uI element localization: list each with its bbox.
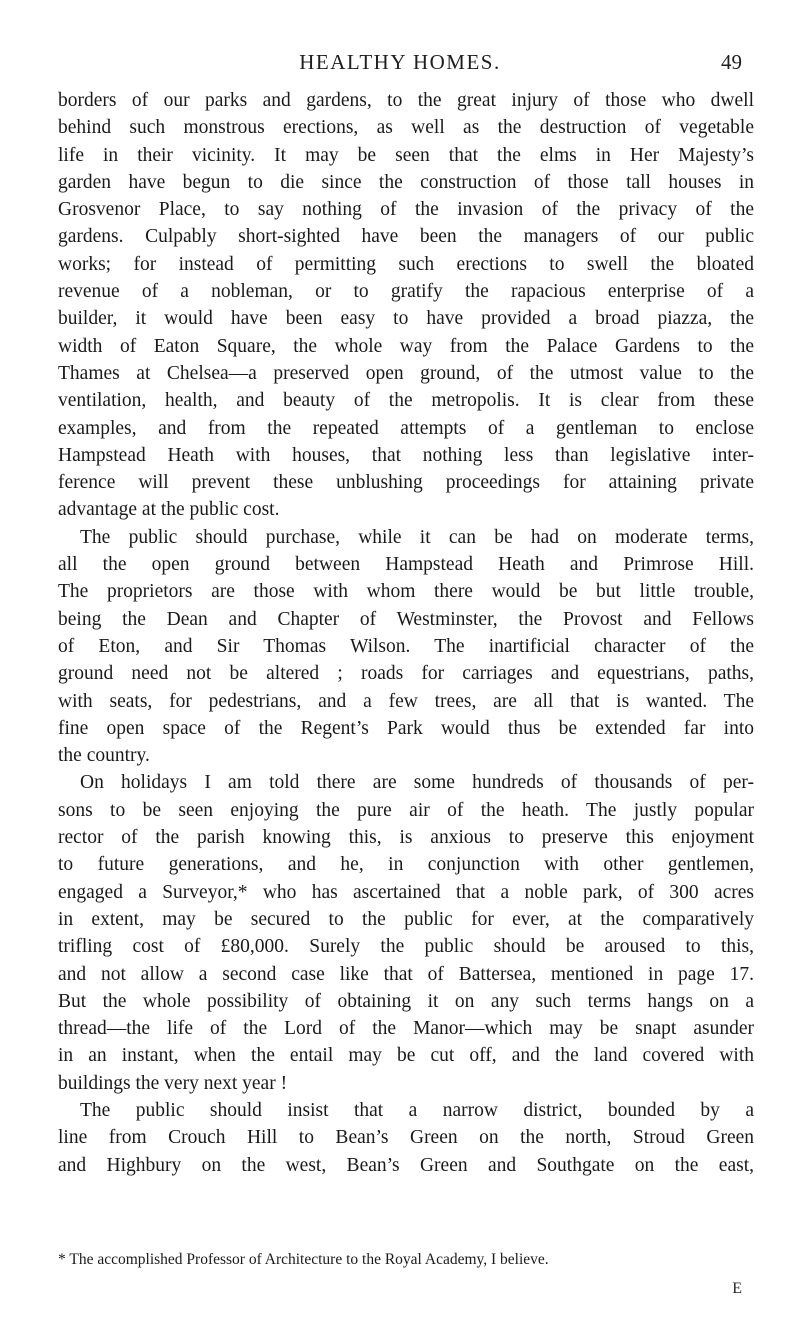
page-number: 49	[721, 50, 742, 74]
footnote: * The accomplished Professor of Architecture to the Royal Academy, I believe.	[58, 1251, 549, 1268]
paragraph	[58, 769, 754, 1097]
text-line: rector of the parish knowing this, is anxious to preserve this enjoyment	[58, 827, 754, 849]
text-line: the country.	[58, 745, 150, 767]
text-line: The public should purchase, while it can be had on moderate terms,	[80, 526, 754, 548]
paragraph	[58, 87, 754, 524]
text-line: and Highbury on the west, Bean’s Green and Southgate on the east,	[58, 1154, 754, 1176]
text-line: trifling cost of £80,000. Surely the public should be aroused to this,	[58, 936, 754, 958]
text-line: advantage at the public cost.	[58, 499, 280, 521]
text-line: line from Crouch Hill to Bean’s Green on the north, Stroud Green	[58, 1127, 754, 1149]
text-line: all the open ground between Hampstead Heath and Primrose Hill.	[58, 554, 754, 576]
text-line: behind such monstrous erections, as well as the destruction of vegetable	[58, 117, 754, 139]
text-line: On holidays I am told there are some hundreds of thousands of per-	[80, 772, 754, 794]
text-line: gardens. Culpably short-sighted have been the managers of our public	[58, 226, 754, 248]
text-line: Grosvenor Place, to say nothing of the invasion of the privacy of the	[58, 199, 754, 221]
text-line: But the whole possibility of obtaining it on any such terms hangs on a	[58, 990, 754, 1012]
text-line: The proprietors are those with whom there would be but little trouble,	[58, 581, 754, 603]
text-line: thread—the life of the Lord of the Manor—which may be snapt asunder	[58, 1018, 754, 1040]
text-line: ground need not be altered ; roads for carriages and equestrians, paths,	[58, 663, 754, 685]
text-line: in extent, may be secured to the public for ever, at the comparatively	[58, 908, 754, 930]
text-line: works; for instead of permitting such erections to swell the bloated	[58, 253, 754, 275]
text-line: revenue of a nobleman, or to gratify the rapacious enterprise of a	[58, 281, 754, 303]
text-line: ventilation, health, and beauty of the metropolis. It is clear from these	[58, 390, 754, 412]
paragraph	[58, 1097, 754, 1179]
text-line: of Eton, and Sir Thomas Wilson. The inartificial character of the	[58, 635, 754, 657]
text-line: width of Eaton Square, the whole way from the Palace Gardens to the	[58, 335, 754, 357]
text-line: borders of our parks and gardens, to the great injury of those who dwell	[58, 90, 754, 111]
text-line: Hampstead Heath with houses, that nothing less than legislative inter-	[58, 444, 754, 466]
text-line: with seats, for pedestrians, and a few trees, are all that is wanted. The	[58, 690, 754, 712]
text-line: buildings the very next year !	[58, 1072, 288, 1094]
text-line: life in their vicinity. It may be seen that the elms in Her Majesty’s	[58, 144, 754, 166]
text-line: fine open space of the Regent’s Park would thus be extended far into	[58, 717, 754, 739]
text-line: The public should insist that a narrow district, bounded by a	[80, 1099, 754, 1121]
text-line: Thames at Chelsea—a preserved open ground, of the utmost value to the	[58, 362, 754, 384]
text-line: engaged a Surveyor,* who has ascertained that a noble park, of 300 acres	[58, 881, 754, 903]
signature-mark: E	[732, 1280, 742, 1297]
text-line: garden have begun to die since the construction of those tall houses in	[58, 171, 754, 193]
running-head	[0, 50, 800, 78]
text-line: sons to be seen enjoying the pure air of the heath. The justly popular	[58, 799, 754, 821]
text-line: in an instant, when the entail may be cut off, and the land covered with	[58, 1045, 754, 1067]
text-line: ference will prevent these unblushing proceedings for attaining private	[58, 472, 754, 494]
text-line: being the Dean and Chapter of Westminster, the Provost and Fellows	[58, 608, 754, 630]
text-line: examples, and from the repeated attempts of a gentleman to enclose	[58, 417, 754, 439]
text-line: to future generations, and he, in conjunction with other gentlemen,	[58, 854, 754, 876]
paragraph	[58, 524, 754, 770]
body-text	[58, 87, 754, 1179]
text-line: builder, it would have been easy to have provided a broad piazza, the	[58, 308, 754, 330]
text-line: and not allow a second case like that of Battersea, mentioned in page 17.	[58, 963, 754, 985]
running-title: HEALTHY HOMES.	[299, 50, 501, 74]
